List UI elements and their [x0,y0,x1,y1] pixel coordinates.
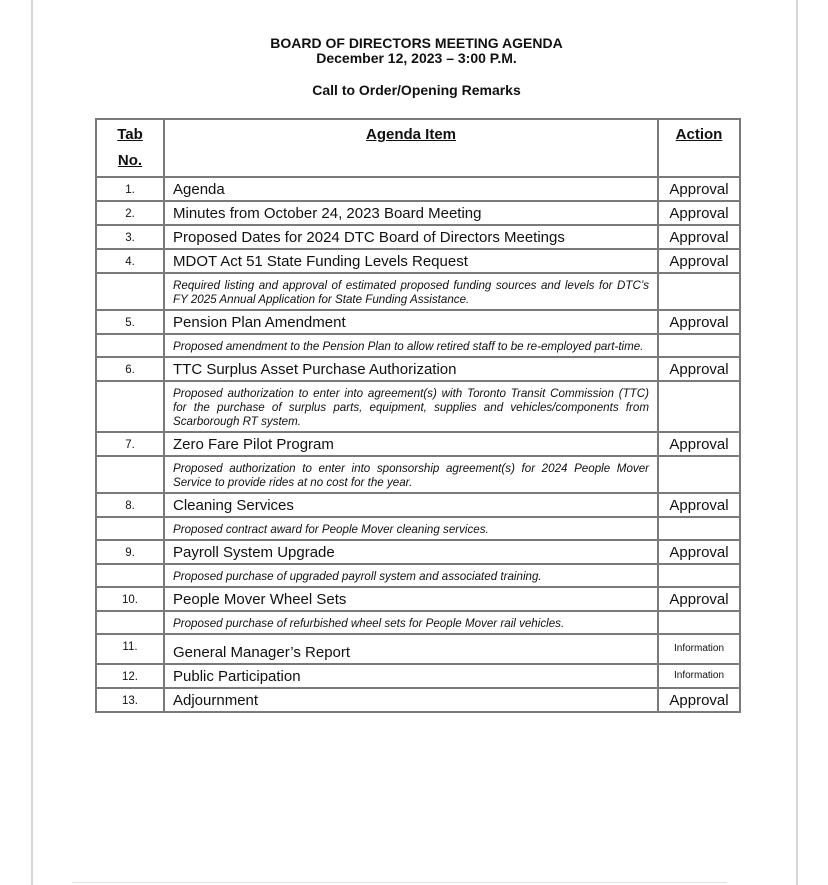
row-item: General Manager’s Report [164,634,658,664]
table-header-row [96,119,740,177]
header-agenda-item: Agenda Item [164,119,658,177]
row-number-empty [96,564,164,587]
row-item: Zero Fare Pilot Program [164,432,658,456]
table-row [96,249,740,273]
section-subtitle: Call to Order/Opening Remarks [312,82,521,98]
row-action: Approval [658,249,740,273]
row-item: Adjournment [164,688,658,712]
header-tab-label: Tab [117,126,143,143]
row-action-empty [658,517,740,540]
document-title: BOARD OF DIRECTORS MEETING AGENDA [270,35,563,51]
row-number-empty [96,273,164,310]
row-action: Approval [658,432,740,456]
row-item: Cleaning Services [164,493,658,517]
row-number-empty [96,611,164,634]
row-action: Information [658,634,740,664]
table-row [96,201,740,225]
row-item: MDOT Act 51 State Funding Levels Request [164,249,658,273]
row-action: Approval [658,310,740,334]
row-action-empty [658,564,740,587]
row-number: 2. [96,201,164,225]
row-number: 7. [96,432,164,456]
row-number: 10. [96,587,164,611]
table-row [96,493,740,517]
row-action-empty [658,334,740,357]
row-number-empty [96,381,164,432]
table-row-description [96,381,740,432]
meeting-date-time: December 12, 2023 – 3:00 P.M. [316,50,517,66]
row-item: Minutes from October 24, 2023 Board Meeting [164,201,658,225]
row-action: Approval [658,540,740,564]
row-item: Public Participation [164,664,658,688]
row-number: 11. [96,634,164,664]
row-description: Proposed purchase of refurbished wheel sets for People Mover rail vehicles. [164,611,658,634]
row-action: Approval [658,587,740,611]
table-row [96,540,740,564]
table-row [96,634,740,664]
row-description: Proposed contract award for People Mover cleaning services. [164,517,658,540]
agenda-body [96,177,740,712]
row-number: 12. [96,664,164,688]
table-row-description [96,564,740,587]
row-action: Approval [658,688,740,712]
row-action-empty [658,273,740,310]
header-no-label: No. [117,152,143,169]
table-row [96,357,740,381]
table-row-description [96,456,740,493]
table-row-description [96,273,740,310]
header-tab-no [96,119,164,177]
page-edge-right [796,0,798,885]
table-row-description [96,611,740,634]
row-action: Approval [658,201,740,225]
row-item: Proposed Dates for 2024 DTC Board of Directors Meetings [164,225,658,249]
row-action: Approval [658,357,740,381]
row-item: Payroll System Upgrade [164,540,658,564]
row-description: Proposed authorization to enter into sponsorship agreement(s) for 2024 People Mover Service to provide rides at no cost for the year. [164,456,658,493]
agenda-table [95,118,741,713]
table-row [96,688,740,712]
row-number-empty [96,456,164,493]
row-number: 1. [96,177,164,201]
page-bottom-divider [72,882,727,883]
row-number: 9. [96,540,164,564]
row-action-empty [658,611,740,634]
row-item: Pension Plan Amendment [164,310,658,334]
row-number: 5. [96,310,164,334]
table-row [96,225,740,249]
row-number: 13. [96,688,164,712]
row-action-empty [658,381,740,432]
row-description: Required listing and approval of estimated proposed funding sources and levels for DTC’s FY 2025 Annual Application for State Funding Assistance. [164,273,658,310]
page-edge-left [31,0,33,885]
row-action: Approval [658,493,740,517]
row-description: Proposed amendment to the Pension Plan to allow retired staff to be re-employed part-time. [164,334,658,357]
row-description: Proposed purchase of upgraded payroll system and associated training. [164,564,658,587]
row-action: Approval [658,225,740,249]
row-number: 8. [96,493,164,517]
row-item: Agenda [164,177,658,201]
row-number: 4. [96,249,164,273]
table-row [96,664,740,688]
row-description: Proposed authorization to enter into agreement(s) with Toronto Transit Commission (TTC) for the purchase of surplus parts, equipment, supplies and vehicles/components from Scarborough RT system. [164,381,658,432]
row-action: Information [658,664,740,688]
row-item: TTC Surplus Asset Purchase Authorization [164,357,658,381]
row-item: People Mover Wheel Sets [164,587,658,611]
table-row [96,432,740,456]
table-row [96,177,740,201]
row-action: Approval [658,177,740,201]
table-row-description [96,517,740,540]
table-row [96,310,740,334]
row-number-empty [96,334,164,357]
row-number-empty [96,517,164,540]
row-number: 3. [96,225,164,249]
row-action-empty [658,456,740,493]
table-row [96,587,740,611]
header-action: Action [658,119,740,177]
row-number: 6. [96,357,164,381]
table-row-description [96,334,740,357]
